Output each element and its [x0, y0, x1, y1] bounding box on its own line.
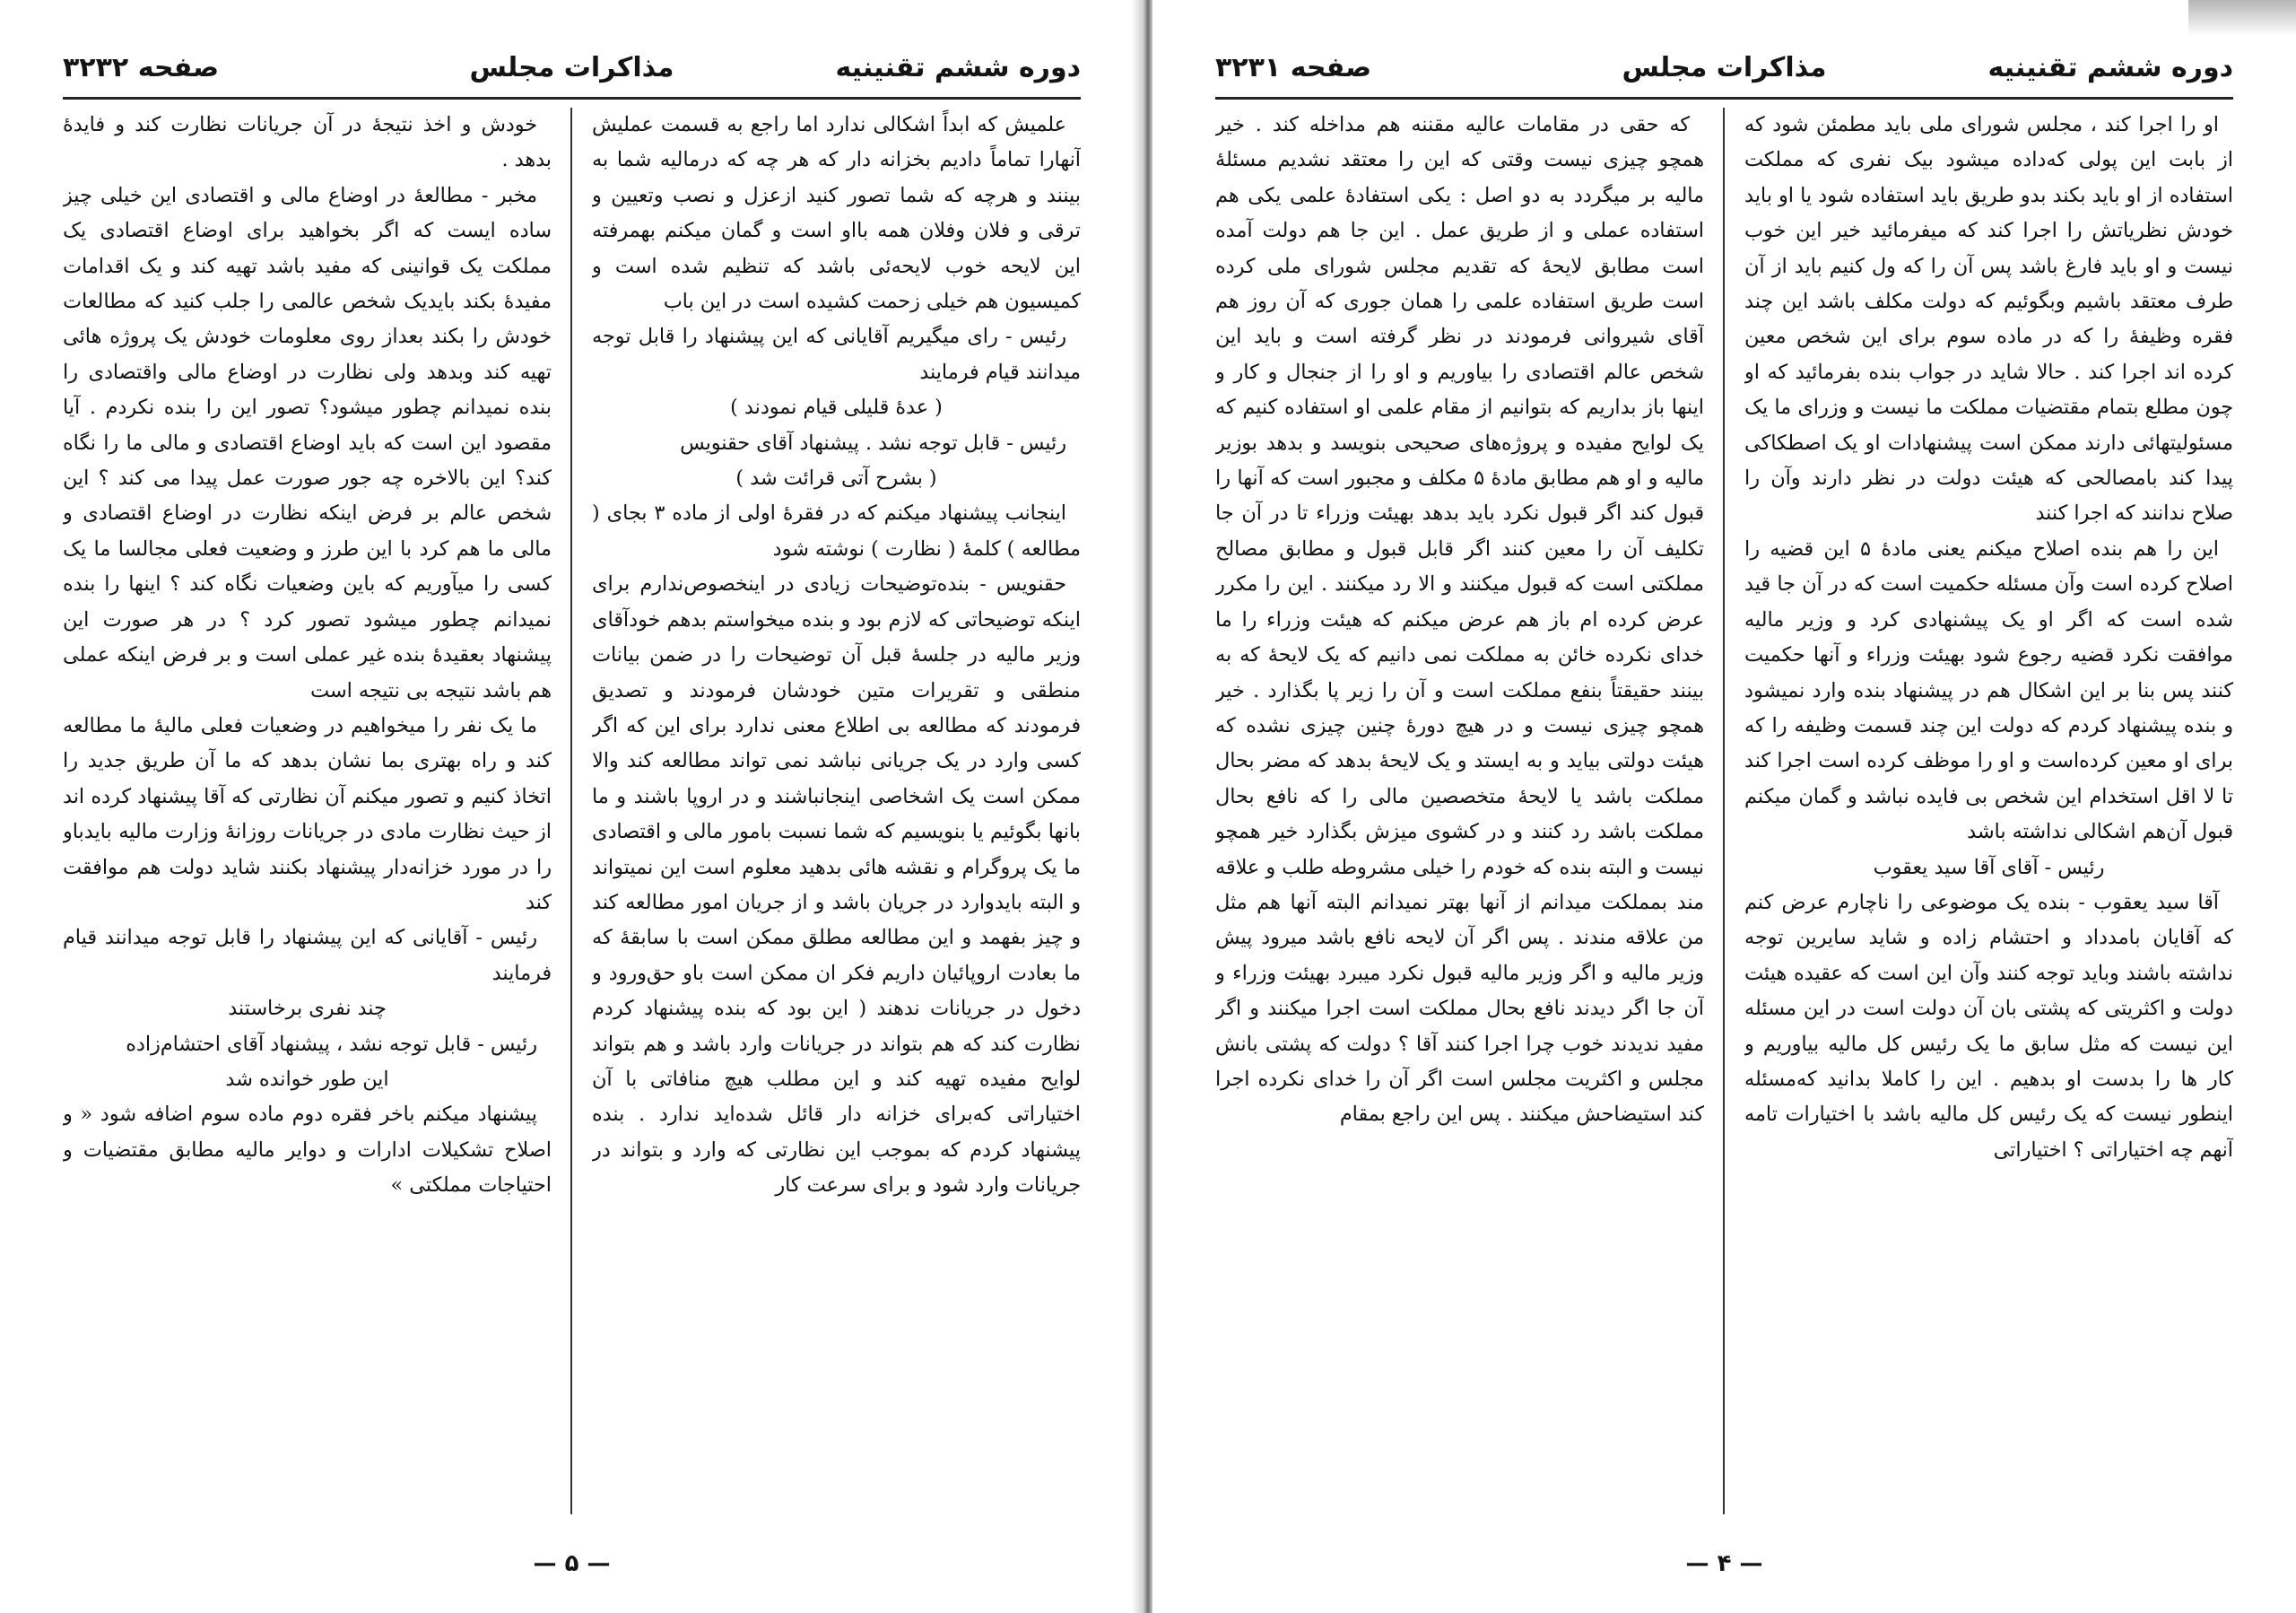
column-divider [1723, 108, 1725, 1514]
session-label: دوره ششم تقنینیه [835, 52, 1081, 83]
page-number: صفحه ۳۲۳۱ [1215, 52, 1372, 83]
paragraph: ( عدهٔ قلیلی قیام نمودند ) [730, 396, 943, 420]
folio-number: — ۵ — [533, 1550, 611, 1577]
paragraph: حقنویس - بنده‌توضیحات زیادی در اینخصوص‌ندارم برای اینکه توضیحاتی که لازم بود و بنده میخواستم بدهم خودآقای وزیر مالیه در جلسهٔ قبل آن توضیحات را در ضمن بیانات منطقی و تقریرات متین خودشان فرمودند و تصدیق فرمودند که مطالعه بی اطلاع معنی ندارد برای این که اگر کسی وارد در یک جریانی نباشد نمی تواند مطالعه کند والا ممکن است یک اشخاصی اینجانباشند و در اروپا باشند و ما بانها بگوئیم یا بنویسیم که شما نسبت بامور مالی و اقتصادی ما یک پروگرام و نقشه هائی بدهید معلوم است این نمیتواند و البته بایدوارد در جریان باشد و از جریان امور مطالعه کند و چیز بفهمد و این مطالعه مطلق ممکن است با سابقهٔ که ما بعادت اروپائیان داریم فکر ان ممکن است باو حق‌ورود و دخول در جریانات ندهند ( این بود که بنده پیشنهاد کردم نظارت کند که هم بتواند در جریانات وارد باشد و هم بتواند لوایح مفیده تهیه کند و این مطلب هیچ منافاتی با آن اختیاراتی که‌برای خزانه دار قائل شده‌اید ندارد . بنده پیشنهاد کردم که بموجب این نظارتی که وارد و بتواند در جریانات وارد شود و برای سرعت کار [592, 572, 1081, 1198]
paragraph: او را اجرا کند ، مجلس شورای ملی باید مطمئن شود که از بابت این پولی که‌داده میشود بیک نفری که مملکت استفاده از او باید بکند بدو طریق باید استفاده شود یا او باید خودش نظریاتش را اجرا کند که میفرمائید خیر این خوب نیست و او باید فارغ باشد پس آن را که ول کنیم باید از آن طرف معتقد باشیم وبگوئیم که دولت مکلف باشد این چند فقره وظیفهٔ را که در ماده سوم برای این شخص معین کرده اند اجرا کند . حالا شاید در جواب بنده بفرمائید که او چون مطلع بتمام مقتضیات مملکت ما نیست و وزرای ما یک مسئولیتهائی دارند ممکن است پیشنهادات او یک اصطکاکی پیدا کند بامصالحی که هیئت دولت در نظر دارند وآن را صلاح ندانند که اجرا کنند [1744, 113, 2233, 526]
text-column-right [1744, 108, 2233, 1532]
paragraph: پیشنهاد میکنم باخر فقره دوم ماده سوم اضافه شود « و اصلاح تشکیلات ادارات و دوایر مالیه مطابق مقتضیات و احتیاجات مملکتی » [63, 1103, 552, 1198]
session-label: دوره ششم تقنینیه [1987, 52, 2233, 83]
paragraph: رئیس - رای میگیریم آقایانی که این پیشنهاد را قابل توجه میدانند قیام فرمایند [592, 325, 1081, 384]
paragraph: چند نفری برخاستند [228, 997, 387, 1021]
page-header [1215, 43, 2233, 100]
paragraph: رئیس - آقایانی که این پیشنهاد را قابل توجه میدانند قیام فرمایند [63, 926, 552, 985]
paragraph: علمیش که ابداً اشکالی ندارد اما راجع به قسمت عملیش آنهارا تماماً دادیم بخزانه دار که هر چه که درمالیه شما به بینند و هرچه که شما تصور کنید ازعزل و نصب وتعیین و ترقی و فلان وفلان همه بااو است و گمان میکنم بهمرفته این لایحه خوب لایحه‌ئی باشد که تنظیم شده است و کمیسیون هم خیلی زحمت کشیده است در این باب [592, 113, 1081, 314]
folio-number: — ۴ — [1685, 1550, 1763, 1577]
page-right [1152, 0, 2296, 1613]
paragraph: رئیس - قابل توجه نشد ، پیشنهاد آقای احتشام‌زاده [126, 1032, 537, 1056]
paragraph: که حقی در مقامات عالیه مقننه هم مداخله کند . خیر همچو چیزی نیست وقتی که این را معتقد نشدیم مسئلهٔ مالیه بر میگردد به دو اصل : یکی استفادهٔ علمی یکی هم استفاده عملی و از طریق عمل . این جا هم دولت آمده است مطابق لایحهٔ که تقدیم مجلس شورای ملی کرده است طریق استفاده علمی را همان جوری که آن روز هم آقای شیروانی فرمودند در نظر گرفته است و باید این شخص عالم اقتصادی را بیاوریم و او را از جنجال و کار و اینها باز بداریم که بتوانیم از مقام علمی او استفاده کنیم که یک لوایح مفیده و پروژه‌های صحیحی بنویسد و بدهد بوزیر مالیه و او هم مطابق مادهٔ ۵ مکلف و مجبور است که آنها را قبول کند اگر قبول نکرد باید بدهد بهیئت وزراء تا در آن جا تکلیف آن را معین کنند اگر قابل قبول و مطابق مصالح مملکتی است که قبول میکنند و الا رد میکنند . این را مکرر عرض کرده ام باز هم عرض میکنم که هیئت وزراء را ما خدای نکرده خائن به مملکت نمی دانیم که یک لایحهٔ که به بینند حقیقتاً بنفع مملکت است و آن را زیر پا بگذارد . خیر همچو چیزی نیست و در هیچ دورهٔ چنین چیزی نشده که هیئت دولتی بیاید و به ایستد و یک لایحهٔ بدهد که مضر بحال مملکت باشد یا لایحهٔ متخصصین مالی را که نافع بحال مملکت باشد رد کنند و در کشوی میزش بگذارد خیر همچو نیست و البته بنده که خودم را خیلی مشروطه طلب و علاقه مند بمملکت میدانم از آنها بهتر نمیدانم البته آنها هم مثل من علاقه مندند . پس اگر آن لایحه نافع باشد میرود پیش وزیر مالیه و اگر وزیر مالیه قبول نکرد میبرد بهیئت وزراء و آن جا اگر دیدند نافع بحال مملکت است اجرا میکنند و اگر مفید ندیدند خوب چرا اجرا کنند آقا ؟ دولت که پشتی بانش مجلس و اکثریت مجلس است اگر آن را خدای نکرده اجرا کند استیضاحش میکنند . پس این راجع بمقام [1215, 113, 1704, 1127]
text-column-right [592, 108, 1081, 1532]
page-left [0, 0, 1144, 1613]
paragraph: اینجانب پیشنهاد میکنم که در فقرهٔ اولی از ماده ۳ بجای ( مطالعه ) کلمهٔ ( نظارت ) نوشته شود [592, 501, 1081, 561]
paragraph: خودش و اخذ نتیجهٔ در آن جریانات نظارت کند و فایدهٔ بدهد . [63, 113, 552, 172]
paragraph: این را هم بنده اصلاح میکنم یعنی مادهٔ ۵ این قضیه را اصلاح کرده است وآن مسئله حکمیت است که در آن جا قید شده است که اگر او یک پیشنهادی کرد و وزیر مالیه موافقت نکرد قضیه رجوع شود بهیئت وزراء و آنها حکمیت کنند پس بنا بر این اشکال هم در پیشنهاد بنده وارد نمیشود و بنده پیشنهاد کردم که دولت این چند قسمت وظیفه را که برای او معین کرده‌است و او را موظف کرده است اجرا کند تا لا اقل استخدام این شخص بی فایده نباشد و گمان میکنم قبول آن‌هم اشکالی نداشته باشد [1744, 536, 2233, 844]
paragraph: ما یک نفر را میخواهیم در وضعیات فعلی مالیهٔ ما مطالعه کند و راه بهتری بما نشان بدهد که ما آن طریق جدید را اتخاذ کنیم و تصور میکنم آن نظارتی که آقا پیشنهاد کرده اند از حیث نظارت مادی در جریانات روزانهٔ وزارت مالیه بایدباو را در مورد خزانه‌دار پیشنهاد بکنند شاید دولت هم موافقت کند [63, 713, 552, 914]
text-column-left [1215, 108, 1704, 1532]
paragraph: آقا سید یعقوب - بنده یک موضوعی را ناچارم عرض کنم که آقایان بامدداد و احتشام زاده و شاید سایرین توجه نداشته باشند وباید توجه کنند وآن این است که عقیده هیئت دولت و اکثریتی که پشتی بان آن دولت است در این مسئله این نیست که مثل سابق ما یک رئیس کل مالیه بیاوریم و کار ها را بدست او بدهیم . این را کاملا بدانید که‌مسئله اینطور نیست که یک رئیس کل مالیه باشد با اختیارات تامه آنهم چه اختیاراتی ؟ اختیاراتی [1744, 890, 2233, 1162]
paragraph: مخبر - مطالعهٔ در اوضاع مالی و اقتصادی این خیلی چیز ساده ایست که اگر بخواهید برای اوضاع اقتصادی یک مملکت یک قوانینی که مفید باشد تهیه کند و یک اقدامات مفیدهٔ بکند بایدیک شخص عالمی را جلب کنید که مطالعات خودش را بکند بعداز روی معلومات خودش یک پروژه هائی تهیه کند وبدهد ولی نظارت در اوضاع مالی واقتصادی را بنده نمیدانم چطور میشود؟ تصور این را بنده نکردم . آیا مقصود این است که باید اوضاع اقتصادی و مالی ما را نگاه کند؟ این بالاخره چه جور صورت عمل پیدا می کند ؟ این شخص عالم بر فرض اینکه نظارت در اوضاع اقتصادی و مالی ما هم کرد با این طرز و وضعیت فعلی مجالسا ما یک کسی را میآوریم که باین وضعیات نگاه کند ؟ اینها را بنده نمیدانم چطور میشود تصور کرد ؟ در هر صورت این پیشنهاد بعقیدهٔ بنده غیر عملی است و بر فرض اینکه عملی هم باشد نتیجه بی نتیجه است [63, 183, 552, 702]
column-divider [570, 108, 572, 1514]
paragraph: رئیس - آقای آقا سید یعقوب [1873, 855, 2105, 879]
paragraph: این طور خوانده شد [225, 1067, 389, 1091]
journal-title: مذاکرات مجلس [1622, 52, 1827, 83]
paragraph: رئیس - قابل توجه نشد . پیشنهاد آقای حقنویس [680, 431, 1066, 455]
journal-title: مذاکرات مجلس [469, 52, 674, 83]
page-number: صفحه ۳۲۳۲ [63, 52, 220, 83]
page-corner-shadow [2188, 0, 2296, 36]
page-header [63, 43, 1081, 100]
text-column-left [63, 108, 552, 1532]
paragraph: ( بشرح آتی قرائت شد ) [735, 466, 937, 491]
